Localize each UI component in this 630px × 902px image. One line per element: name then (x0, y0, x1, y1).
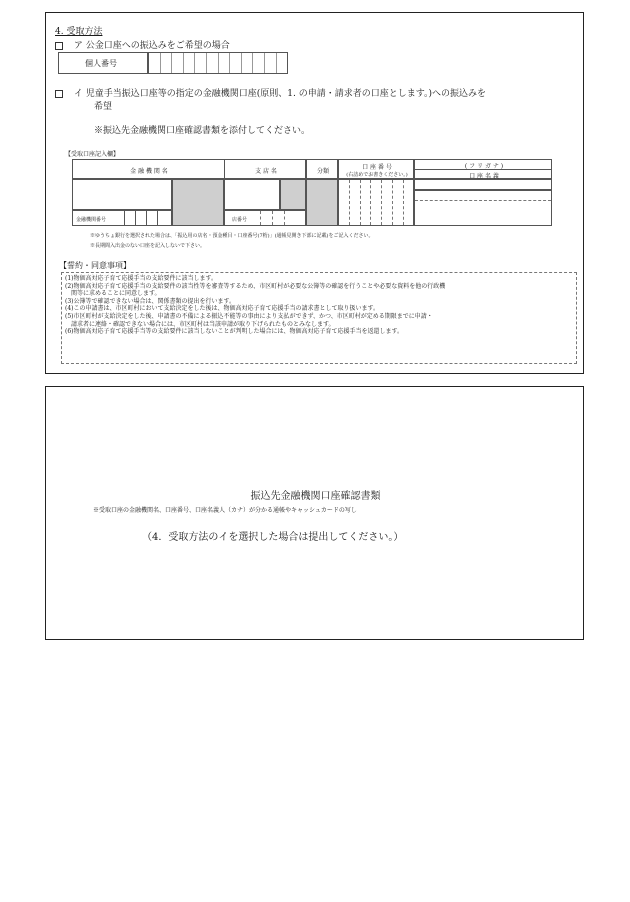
branch-code-row (224, 210, 306, 226)
mynumber-digit-divider (252, 53, 253, 73)
mynumber-digit-divider (218, 53, 219, 73)
account-digit-divider (370, 180, 371, 225)
option-i-row (55, 86, 486, 99)
branch-code-label: 店番号 (232, 217, 248, 223)
account-holder-header: 口 座 名 義 (414, 169, 552, 179)
account-digit-divider (392, 180, 393, 225)
branch-code-divider (260, 211, 261, 225)
mynumber-digit-divider (276, 53, 277, 73)
option-i-note: ※振込先金融機関口座確認書類を添付してください。 (94, 126, 311, 136)
section-heading: 4. 受取方法 (55, 27, 103, 37)
mynumber-digit-divider (264, 53, 265, 73)
account-digit-divider (403, 180, 404, 225)
bank-code-divider (135, 211, 136, 225)
consent-item: (3)公簿等で確認できない場合は、関係書類の提出を行います。 (65, 297, 236, 305)
attachment-subtitle: ※受取口座の金融機関名、口座番号、口座名義人（カナ）が分かる通帳やキャッシュカードの写し (93, 507, 357, 514)
account-type-input[interactable] (306, 179, 338, 226)
mynumber-digit-divider (160, 53, 161, 73)
bank-name-header: 金 融 機 関 名 (72, 159, 224, 179)
mynumber-digit-divider (229, 53, 230, 73)
attachment-title: 振込先金融機関口座確認書類 (250, 491, 381, 502)
account-number-header: 口 座 番 号 (右詰めでお書きください。) (338, 159, 414, 179)
mynumber-digit-divider (183, 53, 184, 73)
branch-code-divider (272, 211, 273, 225)
consent-item: 請求者に連絡・確認できない場合には、市区町村は当該申請が取り下げられたものとみなします。 (65, 320, 335, 328)
account-type-header: 分類 (306, 159, 338, 179)
consent-box (61, 272, 577, 364)
consent-item: (5)市区町村が支給決定をした後、申請書の不備による振込不能等の事由により支払ができず、かつ、市区町村が定める期限までに申請・ (65, 312, 433, 320)
account-holder-input[interactable] (414, 190, 552, 226)
mynumber-digit-divider (241, 53, 242, 73)
consent-item: (4)この申請書は、市区町村において支給決定をした後は、物価高対応子育て応援手当の請求書として取り扱います。 (65, 305, 380, 313)
consent-item: (1)物価高対応子育て応援手当の支給要件に該当します。 (65, 275, 218, 282)
account-table-caption: 【受取口座記入欄】 (65, 151, 120, 158)
bank-code-divider (157, 211, 158, 225)
mynumber-digit-divider (206, 53, 207, 73)
account-digit-divider (349, 180, 350, 225)
option-a-checkbox[interactable] (55, 42, 63, 50)
branch-name-input[interactable] (224, 179, 280, 210)
attachment-area[interactable] (45, 386, 584, 640)
bank-code-label: 金融機関番号 (76, 217, 107, 223)
option-i-label-cont: 希望 (94, 102, 113, 112)
kana-header: ( フ リ ガ ナ ) (414, 159, 552, 170)
option-a-label: ア 公金口座への振込みをご希望の場合 (73, 41, 230, 51)
consent-item: (2)物価高対応子育て応援手当の支給要件の該当性等を審査等するため、市区町村が必要な公簿等の確認を行うことや必要な資料を他の行政機 (65, 282, 446, 290)
bank-name-input[interactable] (72, 179, 172, 210)
account-digit-divider (381, 180, 382, 225)
bank-code-divider (146, 211, 147, 225)
bank-type-shaded (172, 179, 224, 226)
dormant-account-note: ※長期間入出金のない口座を記入しないで下さい。 (90, 243, 206, 249)
branch-code-divider (284, 211, 285, 225)
consent-item: (6)物価高対応子育て応援手当等の支給要件に該当しないことが判明した場合には、物価高対応子育て応援手当を返還します。 (65, 328, 404, 336)
branch-name-header: 支 店 名 (224, 159, 306, 179)
consent-heading: 【誓約・同意事項】 (59, 261, 131, 270)
mynumber-digit-divider (194, 53, 195, 73)
attachment-instruction: （4．受取方法のイを選択した場合は提出してください。） (142, 532, 404, 543)
holder-guide-line (415, 200, 551, 201)
account-digit-divider (360, 180, 361, 225)
branch-type-shaded (280, 179, 306, 210)
yucho-note: ※ゆうちょ銀行を選択された場合は、「振込用の店名・預金種目・口座番号(7桁)」(通帳見開き下部に記載)をご記入ください。 (90, 233, 374, 239)
receipt-method-section (45, 12, 584, 374)
option-i-label: イ 児童手当振込口座等の指定の金融機関口座(原則、1. の申請・請求者の口座とします。)への振込みを (73, 89, 486, 99)
mynumber-digit-divider (171, 53, 172, 73)
mynumber-label-cell (58, 52, 148, 74)
bank-code-divider (124, 211, 125, 225)
mynumber-label: 個人番号 (85, 59, 117, 68)
option-a-row (55, 38, 230, 51)
option-i-checkbox[interactable] (55, 90, 63, 98)
consent-item: 関等に求めることに同意します。 (65, 290, 161, 298)
kana-input[interactable] (414, 179, 552, 190)
